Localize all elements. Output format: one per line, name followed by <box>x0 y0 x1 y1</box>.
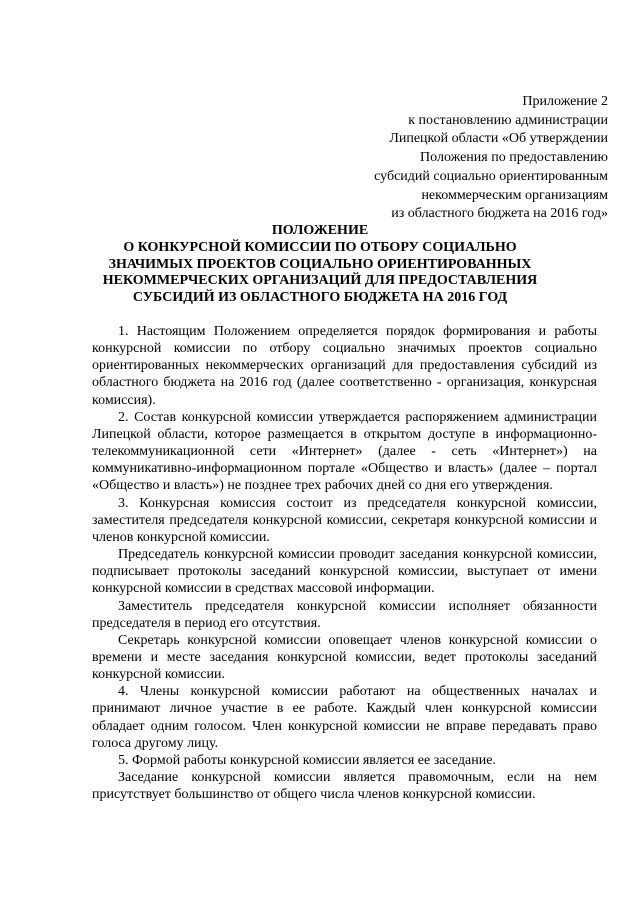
document-body <box>92 323 597 803</box>
appendix-line: Липецкой области «Об утверждении <box>389 131 608 147</box>
paragraph-2: 2. Состав конкурсной комиссии утверждается распоряжением администрации Липецкой области, которое размещается в открытом доступе в информационно-телекоммуникационной сети «Интернет» (далее - сеть «Интернет») на коммуникативно-информационном портале «Общество и власть» (далее – портал «Общество и власть») не позднее трех рабочих дней со дня его утверждения. <box>92 409 597 494</box>
paragraph-deputy: Заместитель председателя конкурсной комиссии исполняет обязанности председателя в период его отсутствия. <box>92 598 597 631</box>
appendix-line: из областного бюджета на 2016 год» <box>391 206 608 222</box>
paragraph-4: 4. Члены конкурсной комиссии работают на общественных началах и принимают личное участие в ее работе. Каждый член конкурсной комиссии обладает одним голосом. Член конкурсной комиссии не вправе передавать право голоса другому лицу. <box>92 684 597 751</box>
paragraph-3: 3. Конкурсная комиссия состоит из председателя конкурсной комиссии, заместителя председателя конкурсной комиссии, секретаря конкурсной комиссии и членов конкурсной комиссии. <box>92 495 597 545</box>
title-line: СУБСИДИЙ ИЗ ОБЛАСТНОГО БЮДЖЕТА НА 2016 ГОД <box>132 290 508 306</box>
appendix-header <box>308 93 608 224</box>
paragraph-chairman: Председатель конкурсной комиссии проводит заседания конкурсной комиссии, подписывает протоколы заседаний конкурсной комиссии, выступает от имени конкурсной комиссии в средствах массовой информации. <box>92 547 597 597</box>
appendix-line: субсидий социально ориентированным <box>374 168 608 184</box>
appendix-line: к постановлению администрации <box>408 112 608 128</box>
title-line: ЗНАЧИМЫХ ПРОЕКТОВ СОЦИАЛЬНО ОРИЕНТИРОВАННЫХ <box>108 256 532 272</box>
paragraph-secretary: Секретарь конкурсной комиссии оповещает членов конкурсной комиссии о времени и месте заседания конкурсной комиссии, ведет протоколы заседаний конкурсной комиссии. <box>92 632 597 683</box>
title-line: ПОЛОЖЕНИЕ <box>271 223 369 238</box>
paragraph-1: 1. Настоящим Положением определяется порядок формирования и работы конкурсной комиссии по отбору социально значимых проектов социально ориентированных некоммерческих организаций для предоставления субсидий из областного бюджета на 2016 год (далее соответственно - организация, конкурсная комиссия). <box>92 324 597 408</box>
appendix-line: некоммерческим организациям <box>421 187 608 203</box>
title-line: НЕКОММЕРЧЕСКИХ ОРГАНИЗАЦИЙ ДЛЯ ПРЕДОСТАВЛЕНИЯ <box>102 273 538 289</box>
appendix-line: Положения по предоставлению <box>420 150 608 166</box>
appendix-line: Приложение 2 <box>522 94 608 109</box>
paragraph-5: 5. Формой работы конкурсной комиссии является ее заседание. <box>118 752 496 768</box>
paragraph-quorum: Заседание конкурсной комиссии является правомочным, если на нем присутствует большинство от общего числа членов конкурсной комиссии. <box>92 770 597 803</box>
title-line: О КОНКУРСНОЙ КОМИССИИ ПО ОТБОРУ СОЦИАЛЬНО <box>123 239 517 255</box>
document-title <box>40 223 600 307</box>
